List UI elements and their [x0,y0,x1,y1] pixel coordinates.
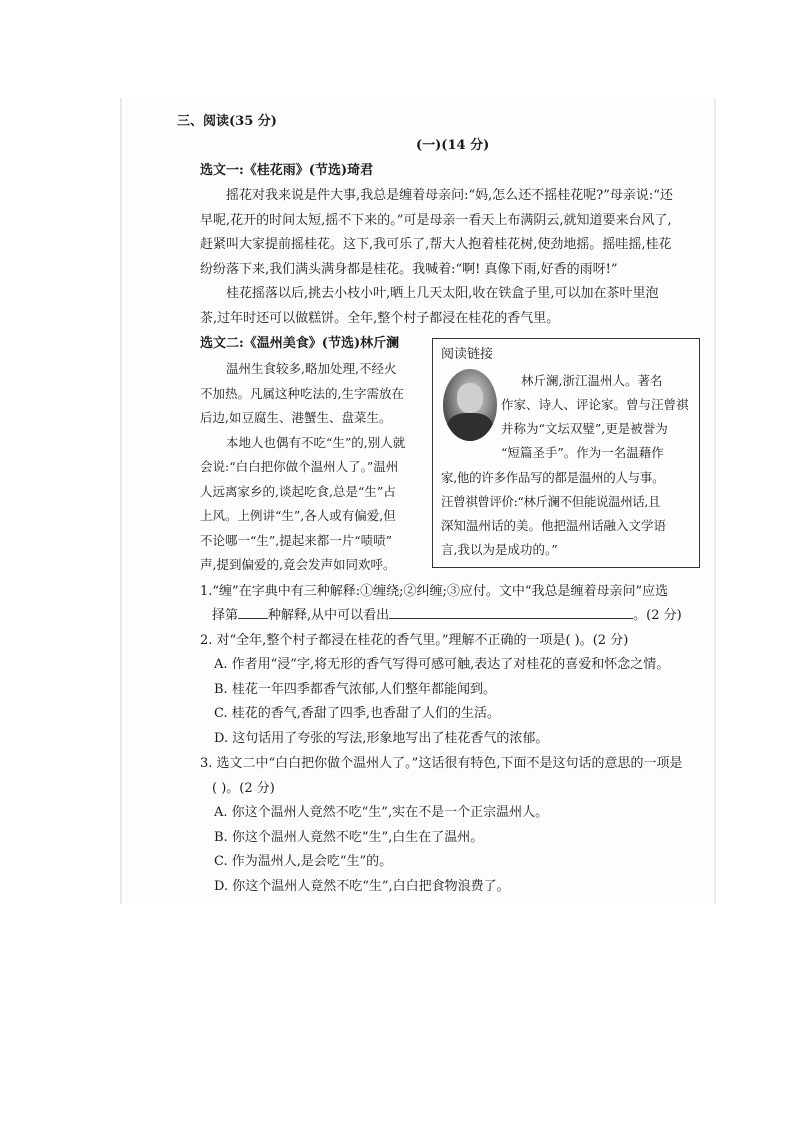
passage2-line: 上风。上例讲“生”,各人或有偏爱,但 [200,508,396,523]
q2-option-d: D. 这句话用了夸张的写法,形象地写出了桂花香气的浓郁。 [214,731,549,746]
q2-option-b: B. 桂花一年四季都香气浓郁,人们整年都能闻到。 [214,682,496,697]
reading-link-box [432,338,700,568]
passage2-line: 本地人也偶有不吃“生”的,别人就 [226,435,406,450]
q3-option-a: A. 你这个温州人竟然不吃“生”,实在不是一个正宗温州人。 [214,805,549,820]
passage2-heading: 选文二:《温州美食》(节选)林斤澜 [200,336,400,351]
link-line: 林斤澜,浙江温州人。著名 [521,373,663,388]
question-1-answer-line [212,604,682,629]
q3-option-d: D. 你这个温州人竟然不吃“生”,白白把食物浪费了。 [214,879,510,894]
q2-option-a: A. 作者用“浸”字,将无形的香气写得可感可触,表达了对桂花的喜爱和怀念之情。 [214,657,670,672]
q1-text-b: 种解释,从中可以看出 [268,608,390,623]
author-portrait [443,369,497,441]
link-line: “短篇圣手”。作为一名温藉作 [501,445,664,460]
passage1-heading: 选文一:《桂花雨》(节选)琦君 [200,163,374,178]
passage1-line: 摇花对我来说是件大事,我总是缠着母亲问:“妈,怎么还不摇桂花呢?”母亲说:“还 [226,188,673,203]
passage2-line: 不加热。凡属这种吃法的,生字需放在 [200,386,404,401]
link-line: 深知温州话的美。他把温州话融入文学语 [441,518,667,533]
passage1-line: 桂花摇落以后,挑去小枝小叶,晒上几天太阳,收在铁盒子里,可以加在茶叶里泡 [226,286,659,301]
q1-text-a: 择第 [212,608,239,623]
q1-blank-reason[interactable] [389,604,633,619]
passage2-line: 声,提到偏爱的,竟会发声如同欢呼。 [200,557,396,572]
link-line: 言,我以为是成功的。” [441,542,558,557]
passage1-line: 纷纷落下来,我们满头满身都是桂花。我喊着:“啊! 真像下雨,好香的雨呀!” [200,262,618,277]
link-line: 汪曾祺曾评价:“林斤澜不但能说温州话,且 [441,494,661,509]
question-1-stem: 1.“缠”在字典中有三种解释:①缠绕;②纠缠;③应付。文中“我总是缠着母亲问”应选 [200,584,669,599]
link-line: 并称为“文坛双璧”,更是被誉为 [501,421,668,436]
q1-blank-choice[interactable] [238,604,268,619]
q2-option-c: C. 桂花的香气,香甜了四季,也香甜了人们的生活。 [214,706,501,721]
q3-option-c: C. 作为温州人,是会吃“生”的。 [214,854,393,869]
link-line: 家,他的许多作品写的都是温州的人与事。 [441,470,665,485]
passage1-line: 茶,过年时还可以做糕饼。全年,整个村子都浸在桂花的香气里。 [200,311,560,326]
question-2-stem: 2. 对“全年,整个村子都浸在桂花的香气里。”理解不正确的一项是( )。(2 分) [200,633,629,648]
section-title: 三、阅读(35 分) [177,114,277,129]
passage2-line: 后边,如豆腐生、港蟹生、盘菜生。 [200,410,392,425]
question-3-stem: 3. 选文二中“白白把你做个温州人了。”这话很有特色,下面不是这句话的意思的一项是 [200,756,683,771]
link-line: 作家、诗人、评论家。曾与汪曾祺 [501,397,689,412]
passage2-line: 人远离家乡的,谈起吃食,总是“生”占 [200,484,396,499]
q3-option-b: B. 你这个温州人竟然不吃“生”,白生在了温州。 [214,830,484,845]
passage2-line: 温州生食较多,略加处理,不经火 [226,361,397,376]
q1-text-c: 。(2 分) [633,608,682,623]
question-3-stem-cont: ( )。(2 分) [212,781,275,796]
passage1-line: 赶紧叫大家提前摇桂花。这下,我可乐了,帮大人抱着桂花树,使劲地摇。摇哇摇,桂花 [200,237,672,252]
reading-link-title: 阅读链接 [441,347,494,362]
passage2-line: 会说:“白白把你做个温州人了。”温州 [200,459,399,474]
part-title: (一)(14 分) [416,138,490,153]
passage2-line: 不论哪一“生”,提起来都一片“啧啧” [200,533,393,548]
passage1-line: 早呢,花开的时间太短,摇不下来的。”可是母亲一看天上布满阴云,就知道要来台风了, [200,213,672,228]
